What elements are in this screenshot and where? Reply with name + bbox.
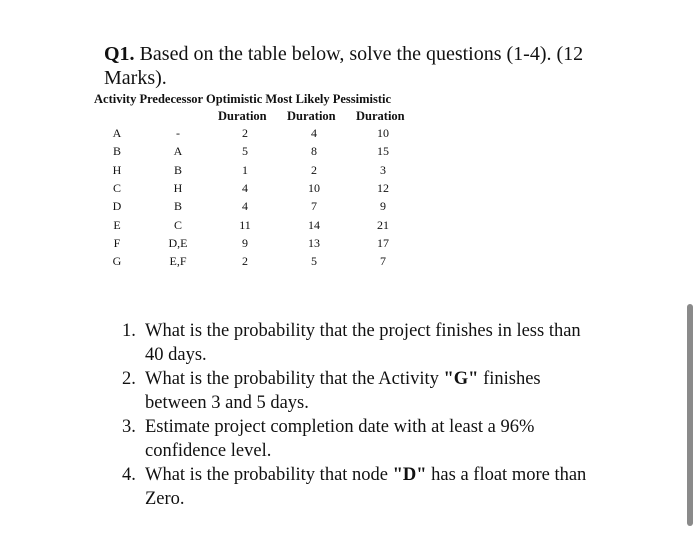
question-label: Q1.: [104, 43, 135, 65]
table-cell-predecessor: -: [176, 126, 180, 140]
table-cell-optimistic: 4: [242, 199, 248, 214]
table-cell-most-likely: 8: [311, 144, 317, 159]
table-cell-predecessor: E,F: [169, 254, 187, 269]
table-cell-activity: C: [112, 180, 122, 195]
question-text-part: finishes between 3 and 5 days.: [145, 369, 541, 413]
table-cell-optimistic: 1: [242, 162, 248, 177]
table-cell-optimistic: 2: [242, 254, 248, 269]
table-cell-activity: G: [112, 254, 122, 269]
table-cell-pessimistic: 12: [377, 180, 389, 195]
table-cell-activity: H: [112, 162, 122, 177]
table-cell-pessimistic: 7: [380, 254, 386, 269]
question-item-1: [122, 319, 602, 367]
question-text-part: What is the probability that the Activity: [145, 369, 444, 389]
table-cell-most-likely: 2: [311, 162, 317, 177]
table-cell-pessimistic: 10: [377, 126, 389, 140]
table-cell-predecessor: B: [173, 199, 183, 214]
table-header-pessimistic-duration: Duration: [356, 109, 405, 123]
question-item-2: [122, 367, 602, 415]
table-cell-most-likely: 4: [311, 126, 317, 140]
table-cell-activity: B: [112, 144, 122, 159]
table-cell-optimistic: 4: [242, 180, 248, 195]
table-header-optimistic-duration: Duration: [218, 109, 267, 123]
vertical-scrollbar[interactable]: [687, 304, 693, 526]
table-cell-activity: A: [112, 126, 122, 140]
question-item-3: [122, 415, 602, 463]
question-title: [104, 42, 624, 90]
table-cell-predecessor: H: [173, 180, 183, 195]
question-text: Estimate project completion date with at least a 96% confidence level.: [145, 417, 535, 461]
table-cell-predecessor: A: [173, 144, 183, 159]
table-cell-optimistic: 5: [242, 144, 248, 159]
table-cell-pessimistic: 21: [377, 217, 389, 232]
question-text: Based on the table below, solve the questions (1-4). (12 Marks).: [104, 43, 584, 89]
table-cell-pessimistic: 15: [377, 144, 389, 159]
node-reference: "D": [392, 465, 427, 485]
table-cell-most-likely: 10: [308, 180, 320, 195]
table-cell-optimistic: 2: [242, 126, 248, 140]
activity-reference: "G": [443, 369, 479, 389]
table-cell-most-likely: 14: [308, 217, 320, 232]
question-number: 4.: [122, 465, 136, 485]
table-cell-predecessor: C: [173, 217, 183, 232]
question-number: 3.: [122, 417, 136, 437]
table-header-row1: Activity Predecessor Optimistic Most Likely Pessimistic: [94, 92, 392, 106]
table-cell-activity: D: [112, 199, 122, 214]
table-cell-most-likely: 13: [308, 235, 320, 250]
table-cell-predecessor: D,E: [168, 235, 188, 250]
question-number: 2.: [122, 369, 136, 389]
question-item-4: [122, 463, 602, 511]
question-text: What is the probability that the project finishes in less than 40 days.: [145, 321, 581, 365]
table-header-most-likely-duration: Duration: [287, 109, 336, 123]
table-cell-most-likely: 7: [311, 199, 317, 214]
table-cell-optimistic: 9: [242, 235, 248, 250]
table-cell-pessimistic: 3: [380, 162, 386, 177]
table-cell-pessimistic: 9: [380, 199, 386, 214]
table-cell-activity: F: [113, 235, 121, 250]
table-cell-predecessor: B: [173, 162, 183, 177]
question-list: [122, 319, 602, 511]
question-number: 1.: [122, 321, 136, 341]
question-text-part: has a float more than Zero.: [145, 465, 587, 509]
question-text-part: What is the probability that node: [145, 465, 393, 485]
table-cell-pessimistic: 17: [377, 235, 389, 250]
table-cell-most-likely: 5: [311, 254, 317, 269]
table-cell-optimistic: 11: [239, 217, 251, 232]
table-cell-activity: E: [113, 217, 121, 232]
